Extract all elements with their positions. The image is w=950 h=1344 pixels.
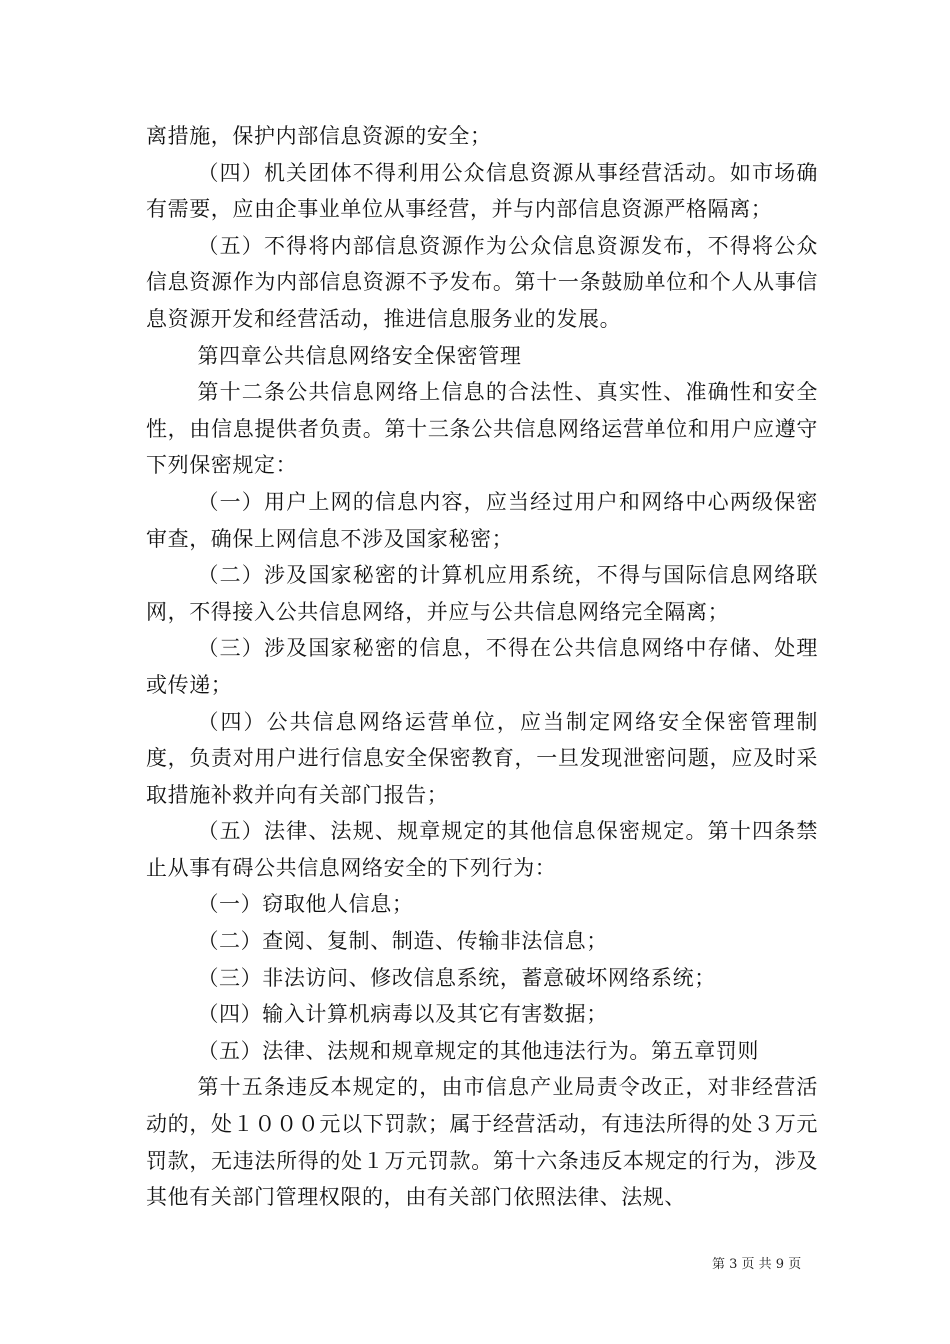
paragraph-article-15: 第十五条违反本规定的，由市信息产业局责令改正，对非经营活动的，处１０００元以下罚款；属于经营活动，有违法所得的处３万元罚款，无违法所得的处１万元罚款。第十六条违反本规定的行为，涉及其他有关部门管理权限的，由有关部门依照法律、法规、 — [146, 1075, 818, 1210]
page-number-footer: 第 3 页 共 9 页 — [712, 1257, 802, 1272]
paragraph-prohibited-1: （一）窃取他人信息； — [197, 892, 414, 917]
paragraph-prohibited-4: （四）输入计算机病毒以及其它有害数据； — [197, 1002, 608, 1027]
paragraph-rule-1: （一）用户上网的信息内容，应当经过用户和网络中心两级保密审查，确保上网信息不涉及国家秘密； — [146, 489, 818, 551]
paragraph-rule-3: （三）涉及国家秘密的信息，不得在公共信息网络中存储、处理或传递； — [146, 636, 818, 697]
paragraph-rule-4: （四）公共信息网络运营单位，应当制定网络安全保密管理制度，负责对用户进行信息安全保密教育，一旦发现泄密问题，应及时采取措施补救并向有关部门报告； — [146, 709, 818, 807]
paragraph-prohibited-5: （五）法律、法规和规章规定的其他违法行为。第五章罚则 — [197, 1038, 760, 1063]
paragraph-rule-5: （五）法律、法规、规章规定的其他信息保密规定。第十四条禁止从事有碍公共信息网络安全的下列行为： — [146, 819, 818, 880]
paragraph-item-4: （四）机关团体不得利用公众信息资源从事经营活动。如市场确有需要，应由企事业单位从事经营，并与内部信息资源严格隔离； — [146, 160, 818, 222]
document-body — [146, 118, 818, 1216]
paragraph-prohibited-2: （二）查阅、复制、制造、传输非法信息； — [197, 929, 608, 954]
paragraph-item-5: （五）不得将内部信息资源作为公众信息资源发布，不得将公众信息资源作为内部信息资源不予发布。第十一条鼓励单位和个人从事信息资源开发和经营活动，推进信息服务业的发展。 — [146, 233, 818, 331]
paragraph-article-12: 第十二条公共信息网络上信息的合法性、真实性、准确性和安全性，由信息提供者负责。第十三条公共信息网络运营单位和用户应遵守下列保密规定： — [146, 380, 818, 478]
paragraph-prohibited-3: （三）非法访问、修改信息系统，蓄意破坏网络系统； — [197, 965, 716, 990]
paragraph-rule-2: （二）涉及国家秘密的计算机应用系统，不得与国际信息网络联网，不得接入公共信息网络，并应与公共信息网络完全隔离； — [146, 563, 818, 624]
paragraph-continuation: 离措施，保护内部信息资源的安全； — [146, 124, 492, 148]
chapter-heading-4: 第四章公共信息网络安全保密管理 — [197, 343, 522, 368]
